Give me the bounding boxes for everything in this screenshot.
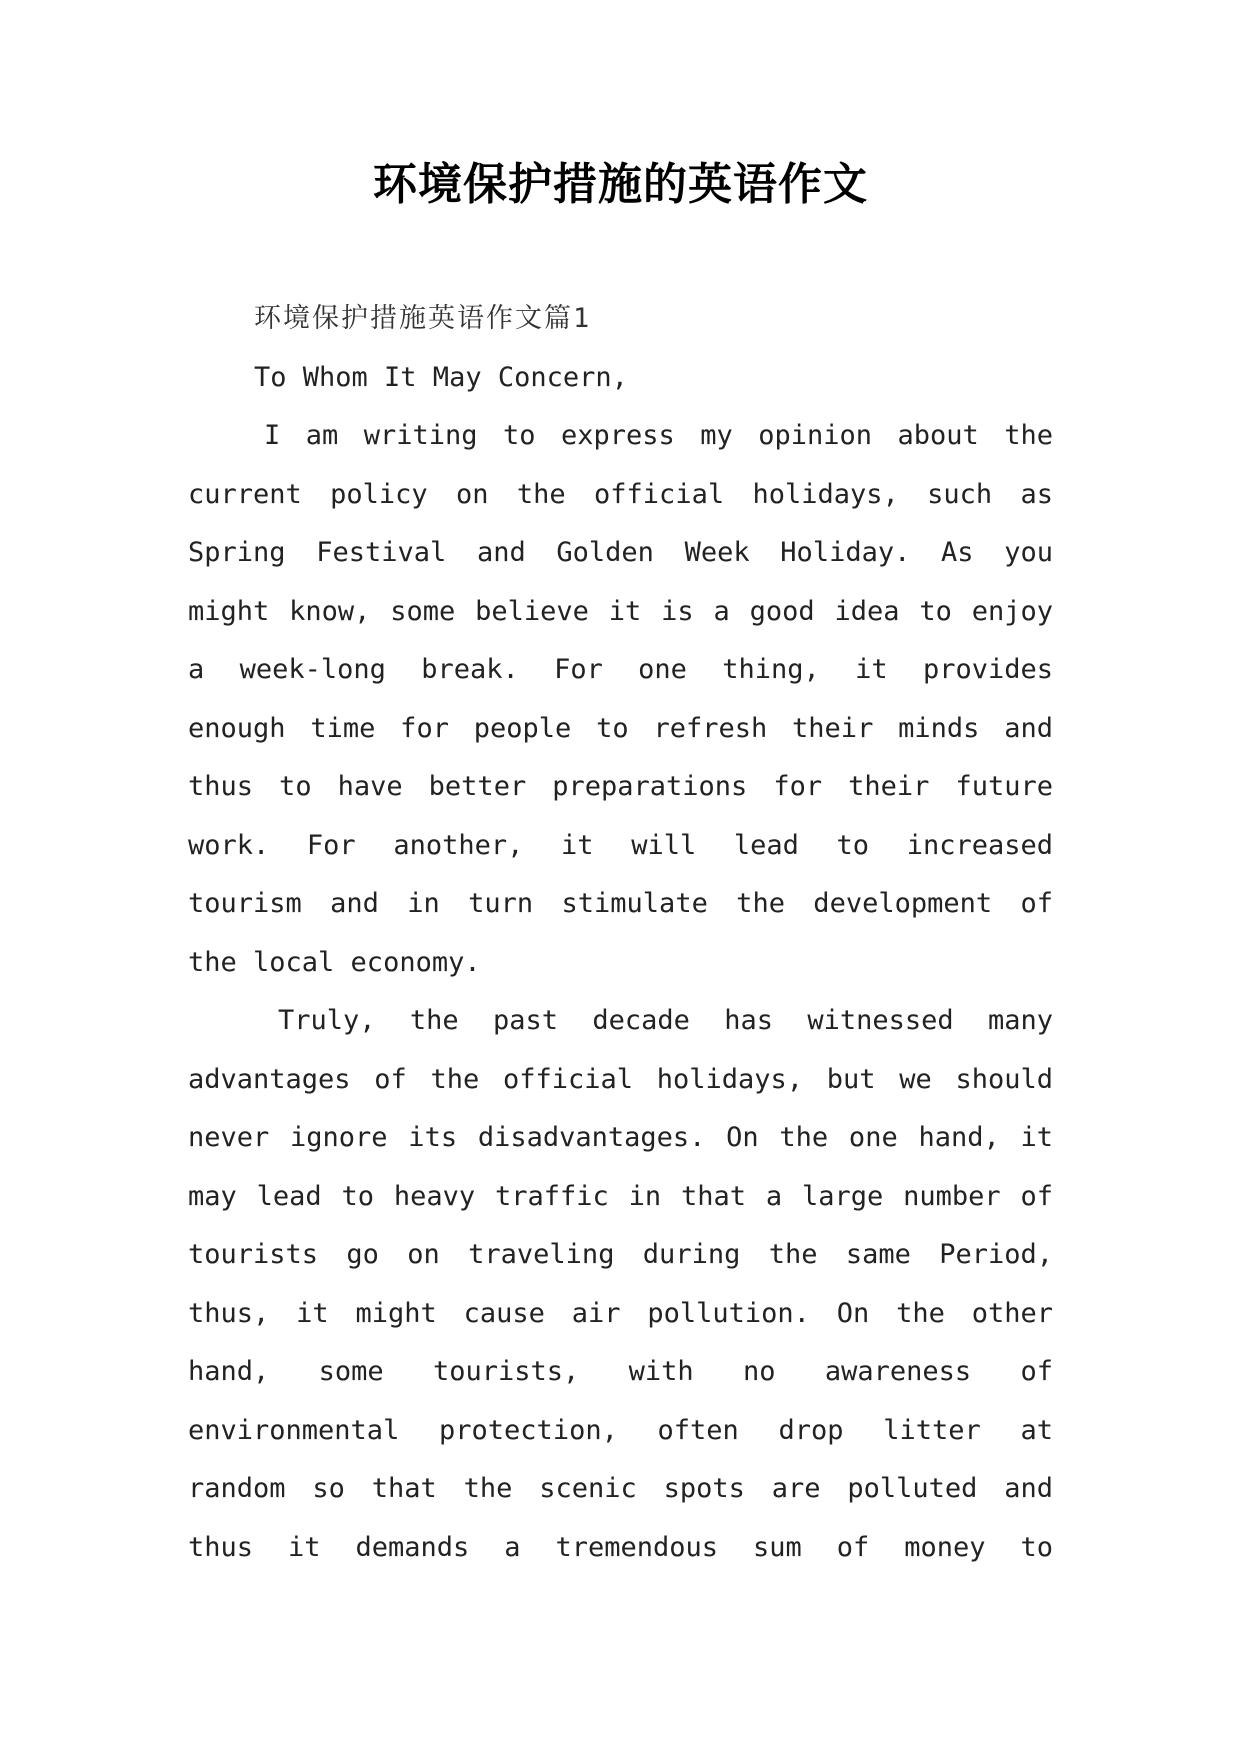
paragraph-line: never ignore its disadvantages. On the one hand, it (188, 1122, 1053, 1153)
paragraph-line: environmental protection, often drop litter at (188, 1414, 1053, 1446)
paragraph-line: may lead to heavy traffic in that a large number of (188, 1180, 1053, 1212)
paragraph-line: enough time for people to refresh their minds and (188, 712, 1053, 744)
paragraph-line: thus to have better preparations for their future (188, 771, 1053, 802)
paragraph-line: tourists go on traveling during the same Period, (188, 1239, 1053, 1270)
paragraph-line: tourism and in turn stimulate the development of (188, 888, 1053, 919)
paragraph-1 (188, 407, 1053, 992)
paragraph-line: thus, it might cause air pollution. On the other (188, 1297, 1053, 1329)
paragraph-line: work. For another, it will lead to increased (188, 829, 1053, 861)
paragraph-line: I am writing to express my opinion about the (264, 420, 1053, 451)
paragraph-line: Spring Festival and Golden Week Holiday. As you (188, 537, 1053, 568)
paragraph-line: might know, some believe it is a good idea to enjoy (188, 595, 1053, 627)
salutation: To Whom It May Concern, (254, 361, 628, 393)
paragraph-line: advantages of the official holidays, but we should (188, 1063, 1053, 1095)
paragraph-line: thus it demands a tremendous sum of money to (188, 1531, 1053, 1563)
document-body (188, 290, 1053, 1577)
paragraph-line: current policy on the official holidays, such as (188, 478, 1053, 510)
paragraph-line: random so that the scenic spots are polluted and (188, 1473, 1053, 1504)
section-heading: 环境保护措施英语作文篇1 (254, 303, 592, 334)
paragraph-line: the local economy. (188, 946, 481, 978)
paragraph-line: a week-long break. For one thing, it provides (188, 654, 1053, 685)
paragraph-line: hand, some tourists, with no awareness of (188, 1356, 1053, 1387)
paragraph-line: Truly, the past decade has witnessed many (278, 1005, 1053, 1036)
paragraph-2 (188, 992, 1053, 1577)
document-title: 环境保护措施的英语作文 (373, 159, 868, 210)
